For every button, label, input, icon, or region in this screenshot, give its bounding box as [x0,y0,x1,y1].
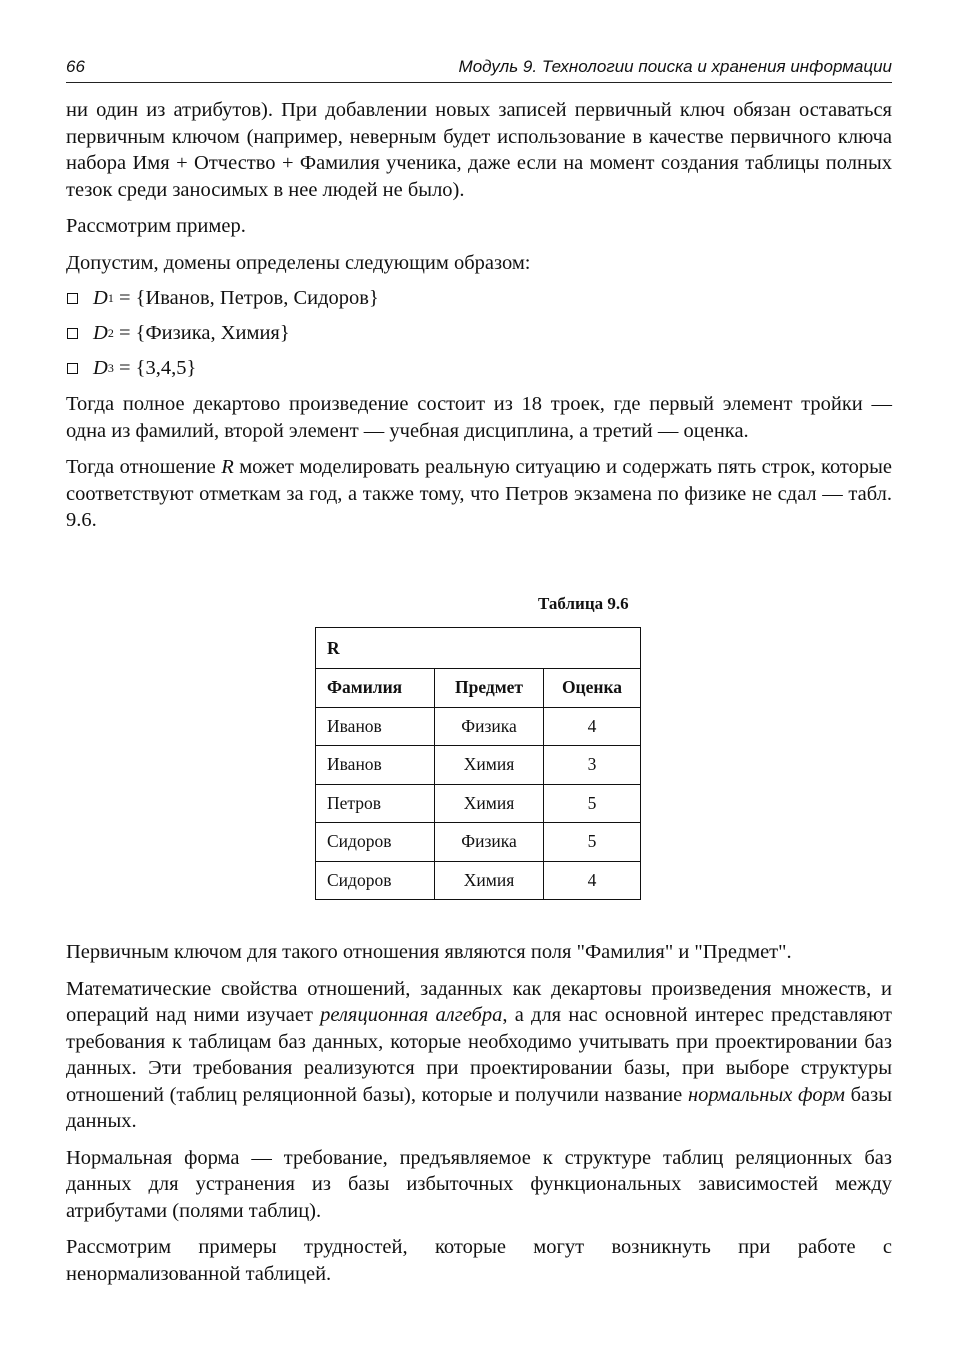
paragraph: Рассмотрим примеры трудностей, которые могут возникнуть при работе с ненормализованной таблицей. [66,1236,892,1285]
relation-name: R [316,628,641,669]
paragraph [66,454,892,534]
paragraph [66,976,892,1135]
page-number: 66 [66,57,85,76]
checkbox-bullet-icon [67,328,78,339]
domain-value: = {Иванов, Петров, Сидоров} [113,286,379,309]
table-row [316,784,641,823]
italic-term: нормальных форм [687,1083,845,1106]
table-row [316,861,641,900]
domain-name: D [93,321,108,344]
paragraph: Тогда полное декартово произведение состоит из 18 троек, где первый элемент тройки — одна из фамилий, второй элемент — учебная дисциплина, а третий — оценка. [66,393,892,442]
relation-table [315,627,641,900]
column-header: Фамилия [316,669,435,708]
table-cell: Физика [435,707,544,746]
paragraph: ни один из атрибутов). При добавлении новых записей первичный ключ обязан оставаться первичным ключом (например, неверным будет использование в качестве первичного ключа набора Имя + Отчество + Фамилия ученика, даже если на момент создания таблицы полных тезок среди заносимых в нее людей не было). [66,99,892,201]
paragraph: Допустим, домены определены следующим образом: [66,251,531,274]
table-row [316,746,641,785]
page-header [66,56,892,83]
paragraph: Нормальная форма — требование, предъявляемое к структуре таблиц реляционных баз данных для устранения из базы избыточных функциональных зависимостей между атрибутами (полями таблиц). [66,1146,892,1222]
table-row [316,823,641,862]
domain-subscript: 2 [107,325,114,340]
domain-value: = {Физика, Химия} [113,321,290,344]
table-cell: Иванов [316,707,435,746]
body-text-bottom [66,939,892,1287]
table-cell: 4 [544,861,641,900]
checkbox-bullet-icon [67,293,78,304]
text-span: Математические свойства отношений, заданных как декартовы произведения множеств, и операций над ними изучает [66,977,892,1026]
domain-subscript: 3 [107,360,114,375]
table-cell: Сидоров [316,823,435,862]
table-cell: 4 [544,707,641,746]
table-cell: 5 [544,823,641,862]
body-text-top [66,97,892,534]
domain-list-item [66,320,892,346]
table-cell: Химия [435,746,544,785]
text-span: базы данных. [66,1083,892,1132]
column-header: Предмет [435,669,544,708]
domain-subscript: 1 [107,290,114,305]
table-title-row [316,628,641,669]
text-span: , а для нас основной интерес представляют требования к таблицам баз данных, которые необходимо учитывать при проектировании баз данных. Эти требования реализуются при проектировании базы, при выборе структуры отношений (таблиц реляционной базы), которые и получили название [66,1004,892,1106]
column-header: Оценка [544,669,641,708]
checkbox-bullet-icon [67,363,78,374]
paragraph: Рассмотрим пример. [66,215,246,237]
domain-list-item [66,355,892,381]
table-row [316,707,641,746]
table-cell: Сидоров [316,861,435,900]
table-caption: Таблица 9.6 [538,594,629,613]
paragraph: Первичным ключом для такого отношения являются поля "Фамилия" и "Предмет". [66,941,792,963]
text-span: может моделировать реальную ситуацию и содержать пять строк, которые соответствуют отметкам за год, а также тому, что Петров экзамена по физике не сдал — табл. 9.6. [66,456,892,531]
domain-name: D [93,356,108,379]
domain-name: D [93,286,108,309]
table-cell: Химия [435,861,544,900]
table-cell: Петров [316,784,435,823]
table-cell: 3 [544,746,641,785]
domain-list-item [66,285,892,311]
table-cell: Физика [435,823,544,862]
running-title: Модуль 9. Технологии поиска и хранения информации [458,57,892,76]
table-cell: Иванов [316,746,435,785]
table-cell: 5 [544,784,641,823]
italic-term: реляционная алгебра [320,1004,503,1026]
domain-value: = {3,4,5} [113,356,197,379]
italic-symbol: R [221,456,234,478]
text-span: Тогда отношение [66,456,222,478]
table-cell: Химия [435,784,544,823]
table-header-row [316,669,641,708]
